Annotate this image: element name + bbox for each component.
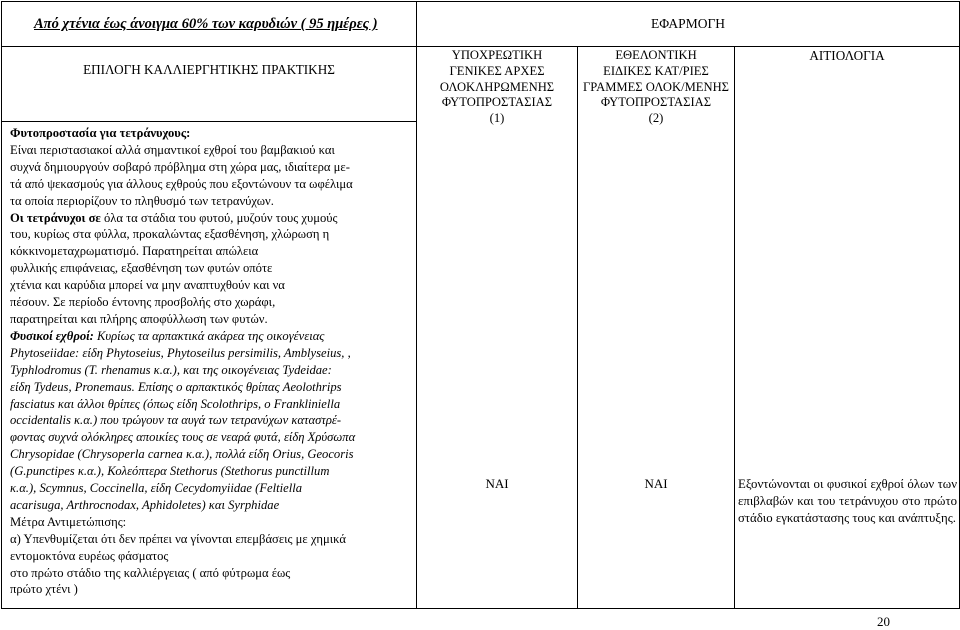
text-line: α) Υπενθυμίζεται ότι δεν πρέπει να γίνονται επεμβάσεις με χημικά (10, 531, 346, 546)
text-line (10, 328, 412, 345)
justification-text: Εξοντώνονται οι φυσικοί εχθροί όλων των επιβλαβών και του τετράνυχου στο πρώτο στάδιο εγκατάστασης τους και ανάπτυξης. (738, 477, 957, 526)
text-line: φοντας συχνά ολόκληρες αποικίες τους σε νεαρά φυτά, είδη Χρύσωπα (10, 430, 356, 445)
text-line: Είναι περιστασιακοί αλλά σημαντικοί εχθροί του βαμβακιού και (10, 142, 335, 157)
text-line: φυλλικής επιφάνειας, εξασθένηση των φυτών οπότε (10, 261, 273, 276)
mandatory-header-line: ΓΕΝΙΚΕΣ ΑΡΧΕΣ (449, 63, 545, 78)
title-cell (2, 2, 417, 47)
text-line: του, κυρίως στα φύλλα, προκαλώντας εξασθένηση, χλώρωση η (10, 227, 330, 242)
text-fragment: όλα τα στάδια του φυτού, μυζούν τους χυμούς (100, 210, 338, 225)
text-line: fasciatus και άλλοι θρίπες (όπως είδη Scolothrips, ο Frankliniella (10, 396, 341, 411)
text-line: (G.punctipes κ.α.), Κολεόπτερα Stethorus (Stethorus punctillum (10, 464, 330, 479)
voluntary-header-line: ΕΘΕΛΟΝΤΙΚΗ (615, 48, 697, 62)
text-line: είδη Tydeus, Pronemaus. Επίσης ο αρπακτικός θρίπας Aeolothrips (10, 379, 342, 394)
text-line (10, 210, 412, 227)
voluntary-header-line: ΕΙΔΙΚΕΣ ΚΑΤ/ΡΙΕΣ (603, 63, 709, 78)
justification-header: ΑΙΤΙΟΛΟΓΙΑ (809, 48, 885, 63)
voluntary-header-line: ΦΥΤΟΠΡΟΣΤΑΣΙΑΣ (600, 95, 712, 110)
voluntary-answer-cell (578, 127, 734, 547)
text-line: πέσουν. Σε περίοδο έντονης προσβολής στο χωράφι, (10, 295, 276, 310)
text-line: χτένια και καρύδια μπορεί να μην αναπτυχθούν και να (10, 278, 285, 293)
text-line: εντομοκτόνα ευρέως φάσματος (10, 548, 169, 563)
text-line: κόκκινομεταχρωματισμό. Παρατηρείται απώλεια (10, 244, 259, 259)
text-fragment: Κυρίως τα αρπακτικά ακάρεα της οικογένειας (93, 328, 325, 343)
section-heading: Φυτοπροστασία για τετράνυχους: (10, 126, 191, 140)
document-table (1, 1, 960, 609)
text-line: στο πρώτο στάδιο της καλλιέργειας ( από φύτρωμα έως (10, 565, 291, 580)
text-line: τα οποία περιορίζουν το πληθυσμό των τετρανύχων. (10, 193, 274, 208)
mandatory-column (417, 47, 578, 609)
voluntary-column (578, 47, 735, 609)
voluntary-header-line: (2) (648, 111, 664, 126)
text-line: τά από ψεκασμούς για άλλους εχθρούς που εξοντώνουν τα ωφέλιμα (10, 176, 353, 191)
text-line: acarisuga, Arthrocnodax, Aphidoletes) και Syrphidae (10, 497, 280, 512)
text-line: Μέτρα Αντιμετώπισης: (10, 514, 127, 529)
bold-italic-phrase: Φυσικοί εχθροί: (10, 328, 94, 343)
voluntary-header-line: ΓΡΑΜΜΕΣ ΟΛΟΚ/ΜΕΝΗΣ (582, 79, 729, 94)
application-header: ΕΦΑΡΜΟΓΗ (417, 2, 960, 47)
practice-text-cell (2, 122, 417, 609)
mandatory-header-line: ΥΠΟΧΡΕΩΤΙΚΗ (451, 48, 543, 62)
text-line: Phytoseiidae: είδη Phytoseius, Phytoseilus persimilis, Amblyseius, , (10, 345, 351, 360)
page-number: 20 (877, 614, 890, 629)
bold-phrase: Οι τετράνυχοι σε (10, 210, 101, 225)
practice-header: ΕΠΙΛΟΓΗ ΚΑΛΛΙΕΡΓΗΤΙΚΗΣ ΠΡΑΚΤΙΚΗΣ (83, 62, 335, 77)
text-line: παρατηρείται και πλήρης αποφύλλωση των φυτών. (10, 311, 268, 326)
mandatory-answer-cell (417, 127, 577, 547)
justification-cell (735, 64, 959, 545)
text-line: Chrysopidae (Chrysoperla carnea κ.α.), πολλά είδη Orius, Geocoris (10, 447, 354, 462)
text-line: occidentalis κ.α.) που τρώγουν τα αυγά των τετρανύχων καταστρέ- (10, 413, 342, 428)
text-line: συχνά δημιουργούν σοβαρό πρόβλημα στη χώρα μας, ιδιαίτερα με- (10, 159, 350, 174)
mandatory-answer: ΝΑΙ (485, 476, 509, 492)
text-line: Typhlodromus (T. rhenamus κ.α.), και της οικογένειας Tydeidae: (10, 362, 332, 377)
stage-title: Από χτένια έως άνοιγμα 60% των καρυδιών ( 95 ημέρες ) (34, 16, 378, 32)
voluntary-answer: ΝΑΙ (644, 476, 668, 492)
justification-column (735, 47, 960, 609)
text-line: πρώτο χτένι ) (10, 582, 78, 597)
mandatory-header-line: ΟΛΟΚΛΗΡΩΜΕΝΗΣ (439, 79, 555, 94)
mandatory-header-line: (1) (489, 111, 505, 126)
practice-header-cell (2, 47, 417, 122)
text-line: κ.α.), Scymnus, Coccinella, είδη Cecydomyiidae (Feltiella (10, 481, 303, 496)
mandatory-header-line: ΦΥΤΟΠΡΟΣΤΑΣΙΑΣ (441, 95, 553, 110)
